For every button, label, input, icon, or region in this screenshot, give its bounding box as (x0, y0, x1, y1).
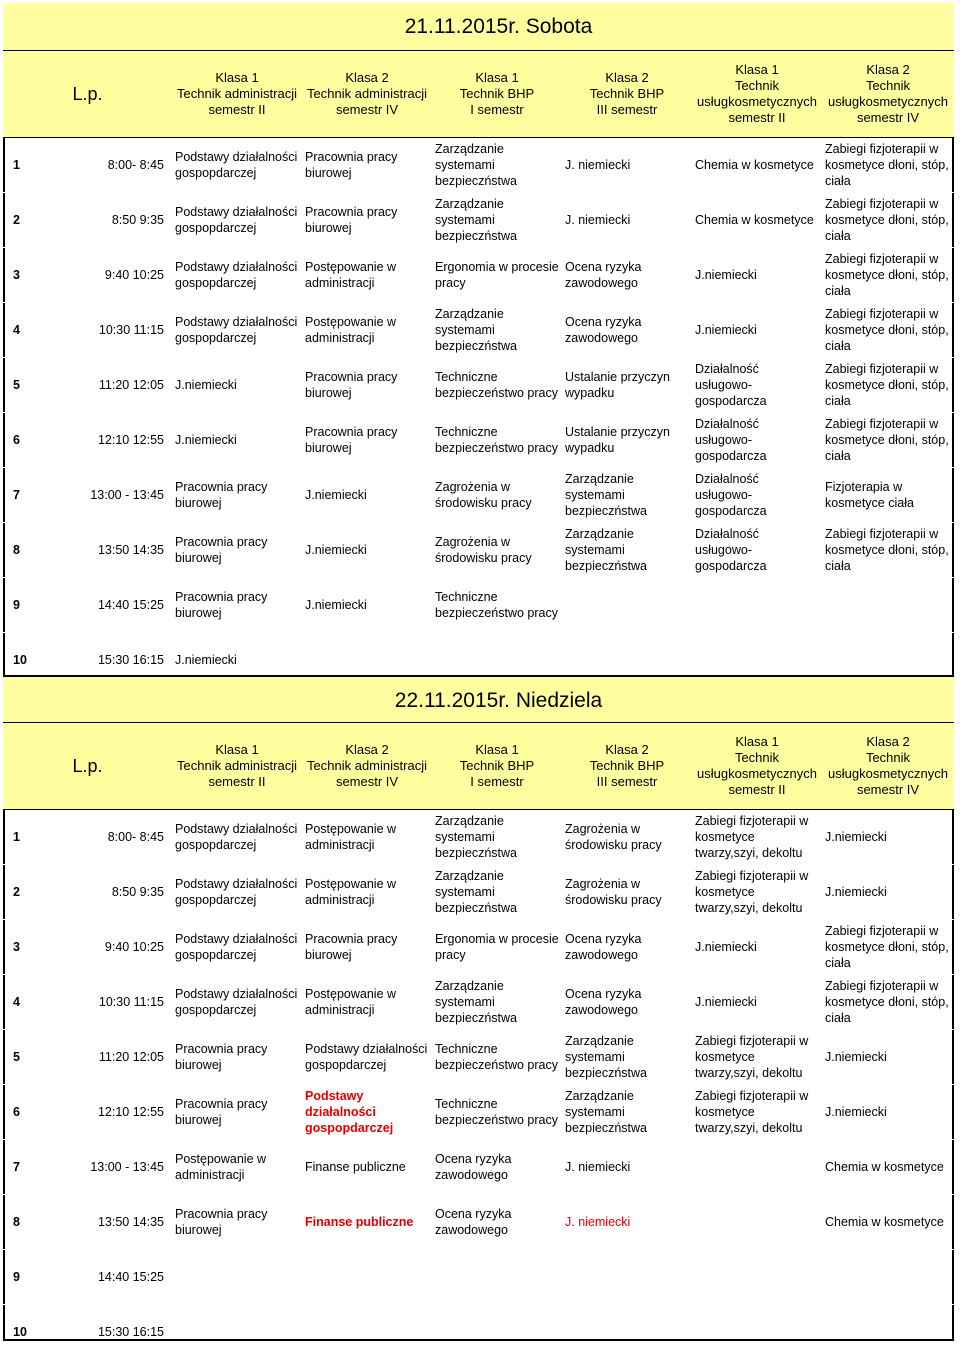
header-class-5: Klasa 1 Technik usługkosmetycznych semestr II (692, 723, 822, 810)
header-class-1: Klasa 1 Technik administracji semestr II (172, 723, 302, 810)
header-class-6: Klasa 2 Technik usługkosmetycznych semestr IV (822, 51, 954, 138)
subject-cell: Postępowanie w administracji (302, 303, 432, 358)
subject-cell: Podstawy działalności gospopdarczej (172, 193, 302, 248)
lesson-time: 8:50 9:35 (75, 865, 172, 920)
subject-cell: Postępowanie w administracji (172, 1140, 302, 1195)
subject-cell: Pracownia pracy biurowej (302, 358, 432, 413)
table-row (3, 1250, 954, 1305)
header-class-2: Klasa 2 Technik administracji semestr IV (302, 723, 432, 810)
header-class-1: Klasa 1 Technik administracji semestr II (172, 51, 302, 138)
table-row (3, 1085, 954, 1140)
subject-cell (822, 578, 954, 633)
subject-cell: Chemia w kosmetyce (822, 1140, 954, 1195)
lesson-time: 10:30 11:15 (75, 975, 172, 1030)
lesson-time: 14:40 15:25 (75, 1250, 172, 1305)
table-row (3, 1195, 954, 1250)
subject-cell: Zabiegi fizjoterapii w kosmetyce dłoni, stóp, ciała (822, 193, 954, 248)
header-lp: L.p. (3, 723, 172, 810)
table-row (3, 810, 954, 865)
lesson-time: 9:40 10:25 (75, 920, 172, 975)
subject-cell: Pracownia pracy biurowej (172, 578, 302, 633)
subject-cell: Ocena ryzyka zawodowego (432, 1140, 562, 1195)
lesson-number: 2 (3, 193, 75, 248)
subject-cell (562, 578, 692, 633)
lesson-number: 5 (3, 358, 75, 413)
header-class-5: Klasa 1 Technik usługkosmetycznych semestr II (692, 51, 822, 138)
lesson-time: 12:10 12:55 (75, 413, 172, 468)
subject-cell: Zagrożenia w środowisku pracy (432, 523, 562, 578)
header-lp: L.p. (3, 51, 172, 138)
header-row (3, 51, 954, 138)
header-row (3, 723, 954, 810)
lesson-time: 15:30 16:15 (75, 633, 172, 688)
subject-cell: J. niemiecki (562, 138, 692, 193)
subject-cell: J. niemiecki (562, 193, 692, 248)
subject-cell (692, 578, 822, 633)
subject-cell: Ustalanie przyczyn wypadku (562, 413, 692, 468)
lesson-number: 6 (3, 1085, 75, 1140)
subject-cell: Postępowanie w administracji (302, 248, 432, 303)
header-class-6: Klasa 2 Technik usługkosmetycznych semestr IV (822, 723, 954, 810)
subject-cell: J.niemiecki (172, 358, 302, 413)
subject-cell (562, 1305, 692, 1360)
subject-cell: J. niemiecki (562, 1140, 692, 1195)
subject-cell: Finanse publiczne (302, 1140, 432, 1195)
subject-cell: Zagrożenia w środowisku pracy (562, 810, 692, 865)
subject-cell: J.niemiecki (302, 578, 432, 633)
subject-cell (692, 1305, 822, 1360)
subject-cell: Zabiegi fizjoterapii w kosmetyce dłoni, stóp, ciała (822, 248, 954, 303)
table-row (3, 1030, 954, 1085)
subject-cell: Zarządzanie systemami bezpieczństwa (562, 1085, 692, 1140)
subject-cell: Podstawy działalności gospopdarczej (172, 865, 302, 920)
subject-cell: Pracownia pracy biurowej (172, 468, 302, 523)
lesson-number: 7 (3, 468, 75, 523)
subject-cell: Pracownia pracy biurowej (172, 523, 302, 578)
lesson-number: 5 (3, 1030, 75, 1085)
header-class-4: Klasa 2 Technik BHP III semestr (562, 51, 692, 138)
lesson-number: 3 (3, 920, 75, 975)
subject-cell (172, 1305, 302, 1360)
subject-cell: Działalność usługowo-gospodarcza (692, 358, 822, 413)
subject-cell: Ocena ryzyka zawodowego (562, 303, 692, 358)
table-row (3, 468, 954, 523)
lesson-time: 15:30 16:15 (75, 1305, 172, 1360)
subject-cell (432, 1305, 562, 1360)
lesson-number: 2 (3, 865, 75, 920)
subject-cell: J.niemiecki (692, 920, 822, 975)
subject-cell: Zabiegi fizjoterapii w kosmetyce dłoni, stóp, ciała (822, 975, 954, 1030)
subject-cell: Postępowanie w administracji (302, 975, 432, 1030)
subject-cell: J.niemiecki (302, 523, 432, 578)
saturday-title (3, 3, 954, 51)
subject-cell: Ocena ryzyka zawodowego (432, 1195, 562, 1250)
table-row (3, 1305, 954, 1360)
subject-cell: Ocena ryzyka zawodowego (562, 248, 692, 303)
subject-cell: Podstawy działalności gospopdarczej (302, 1085, 432, 1140)
subject-cell: J. niemiecki (562, 1195, 692, 1250)
subject-cell: J.niemiecki (822, 865, 954, 920)
subject-cell: Chemia w kosmetyce (692, 138, 822, 193)
table-row (3, 523, 954, 578)
subject-cell: Zabiegi fizjoterapii w kosmetyce dłoni, stóp, ciała (822, 413, 954, 468)
lesson-time: 8:50 9:35 (75, 193, 172, 248)
lesson-time: 13:50 14:35 (75, 1195, 172, 1250)
lesson-number: 6 (3, 413, 75, 468)
subject-cell: Pracownia pracy biurowej (172, 1030, 302, 1085)
lesson-time: 11:20 12:05 (75, 358, 172, 413)
table-row (3, 193, 954, 248)
subject-cell: Działalność usługowo-gospodarcza (692, 413, 822, 468)
subject-cell: Działalność usługowo-gospodarcza (692, 523, 822, 578)
subject-cell: Chemia w kosmetyce (822, 1195, 954, 1250)
subject-cell: Zarządzanie systemami bezpieczństwa (562, 468, 692, 523)
subject-cell: Zabiegi fizjoterapii w kosmetyce twarzy,szyi, dekoltu (692, 865, 822, 920)
table-row (3, 865, 954, 920)
subject-cell: Zarządzanie systemami bezpieczństwa (432, 303, 562, 358)
saturday-table (3, 51, 954, 688)
subject-cell: Zabiegi fizjoterapii w kosmetyce dłoni, stóp, ciała (822, 138, 954, 193)
subject-cell: Zagrożenia w środowisku pracy (562, 865, 692, 920)
subject-cell: Postępowanie w administracji (302, 810, 432, 865)
subject-cell (822, 1305, 954, 1360)
lesson-number: 10 (3, 633, 75, 688)
subject-cell (302, 1250, 432, 1305)
sunday-table (3, 723, 954, 1360)
lesson-number: 1 (3, 810, 75, 865)
subject-cell: Podstawy działalności gospopdarczej (172, 248, 302, 303)
subject-cell: Finanse publiczne (302, 1195, 432, 1250)
lesson-number: 3 (3, 248, 75, 303)
subject-cell: Zabiegi fizjoterapii w kosmetyce dłoni, stóp, ciała (822, 358, 954, 413)
subject-cell: Postępowanie w administracji (302, 865, 432, 920)
subject-cell: J.niemiecki (692, 975, 822, 1030)
subject-cell: Podstawy działalności gospopdarczej (172, 975, 302, 1030)
header-class-3: Klasa 1 Technik BHP I semestr (432, 723, 562, 810)
subject-cell: Zabiegi fizjoterapii w kosmetyce dłoni, stóp, ciała (822, 920, 954, 975)
subject-cell: Pracownia pracy biurowej (302, 413, 432, 468)
subject-cell: Pracownia pracy biurowej (302, 920, 432, 975)
lesson-time: 9:40 10:25 (75, 248, 172, 303)
subject-cell: Zarządzanie systemami bezpieczństwa (432, 975, 562, 1030)
subject-cell (302, 1305, 432, 1360)
subject-cell: Pracownia pracy biurowej (302, 138, 432, 193)
lesson-time: 10:30 11:15 (75, 303, 172, 358)
table-row (3, 248, 954, 303)
subject-cell: Zarządzanie systemami bezpieczństwa (432, 865, 562, 920)
subject-cell: Techniczne bezpieczeństwo pracy (432, 578, 562, 633)
subject-cell: J.niemiecki (822, 1085, 954, 1140)
subject-cell: J.niemiecki (822, 1030, 954, 1085)
subject-cell: Pracownia pracy biurowej (172, 1085, 302, 1140)
subject-cell: Zabiegi fizjoterapii w kosmetyce twarzy,szyi, dekoltu (692, 1085, 822, 1140)
sunday-title-text: 22.11.2015r. Niedziela (394, 689, 603, 712)
subject-cell: Techniczne bezpieczeństwo pracy (432, 1030, 562, 1085)
table-row (3, 578, 954, 633)
lesson-time: 12:10 12:55 (75, 1085, 172, 1140)
sunday-title (3, 675, 954, 723)
lesson-time: 11:20 12:05 (75, 1030, 172, 1085)
subject-cell: Ocena ryzyka zawodowego (562, 975, 692, 1030)
lesson-time: 13:00 - 13:45 (75, 1140, 172, 1195)
subject-cell: Pracownia pracy biurowej (172, 1195, 302, 1250)
header-class-2: Klasa 2 Technik administracji semestr IV (302, 51, 432, 138)
subject-cell: Fizjoterapia w kosmetyce ciała (822, 468, 954, 523)
subject-cell: Ocena ryzyka zawodowego (562, 920, 692, 975)
saturday-title-text: 21.11.2015r. Sobota (404, 15, 593, 38)
subject-cell: Zabiegi fizjoterapii w kosmetyce twarzy,szyi, dekoltu (692, 810, 822, 865)
subject-cell: Ergonomia w procesie pracy (432, 248, 562, 303)
subject-cell: Zarządzanie systemami bezpieczństwa (432, 193, 562, 248)
subject-cell: Techniczne bezpieczeństwo pracy (432, 413, 562, 468)
lesson-time: 13:50 14:35 (75, 523, 172, 578)
subject-cell: Zarządzanie systemami bezpieczństwa (432, 810, 562, 865)
lesson-number: 8 (3, 1195, 75, 1250)
subject-cell (172, 1250, 302, 1305)
table-row (3, 138, 954, 193)
subject-cell: Zabiegi fizjoterapii w kosmetyce dłoni, stóp, ciała (822, 303, 954, 358)
subject-cell: J.niemiecki (692, 303, 822, 358)
subject-cell: Działalność usługowo-gospodarcza (692, 468, 822, 523)
subject-cell: Techniczne bezpieczeństwo pracy (432, 1085, 562, 1140)
subject-cell: Podstawy działalności gospopdarczej (172, 920, 302, 975)
lesson-number: 4 (3, 975, 75, 1030)
subject-cell: Techniczne bezpieczeństwo pracy (432, 358, 562, 413)
lesson-time: 14:40 15:25 (75, 578, 172, 633)
table-row (3, 413, 954, 468)
lesson-number: 7 (3, 1140, 75, 1195)
subject-cell: J.niemiecki (302, 468, 432, 523)
subject-cell: Podstawy działalności gospopdarczej (172, 138, 302, 193)
subject-cell: Zarządzanie systemami bezpieczństwa (432, 138, 562, 193)
subject-cell (692, 1195, 822, 1250)
lesson-time: 8:00- 8:45 (75, 138, 172, 193)
subject-cell: Ergonomia w procesie pracy (432, 920, 562, 975)
table-row (3, 920, 954, 975)
subject-cell (692, 1140, 822, 1195)
subject-cell: Zarządzanie systemami bezpieczństwa (562, 1030, 692, 1085)
subject-cell: Pracownia pracy biurowej (302, 193, 432, 248)
subject-cell (822, 1250, 954, 1305)
subject-cell: J.niemiecki (172, 633, 302, 688)
subject-cell: Podstawy działalności gospopdarczej (302, 1030, 432, 1085)
subject-cell: Chemia w kosmetyce (692, 193, 822, 248)
lesson-number: 10 (3, 1305, 75, 1360)
table-row (3, 303, 954, 358)
subject-cell (562, 1250, 692, 1305)
subject-cell: J.niemiecki (822, 810, 954, 865)
lesson-number: 9 (3, 578, 75, 633)
table-row (3, 975, 954, 1030)
subject-cell: Zabiegi fizjoterapii w kosmetyce twarzy,szyi, dekoltu (692, 1030, 822, 1085)
table-row (3, 1140, 954, 1195)
lesson-number: 8 (3, 523, 75, 578)
subject-cell: Zagrożenia w środowisku pracy (432, 468, 562, 523)
lesson-number: 9 (3, 1250, 75, 1305)
subject-cell: Ustalanie przyczyn wypadku (562, 358, 692, 413)
subject-cell: Zarządzanie systemami bezpieczństwa (562, 523, 692, 578)
subject-cell: J.niemiecki (692, 248, 822, 303)
subject-cell: Podstawy działalności gospopdarczej (172, 810, 302, 865)
table-row (3, 358, 954, 413)
lesson-time: 8:00- 8:45 (75, 810, 172, 865)
subject-cell: J.niemiecki (172, 413, 302, 468)
subject-cell (432, 1250, 562, 1305)
lesson-number: 4 (3, 303, 75, 358)
subject-cell (692, 1250, 822, 1305)
subject-cell: Podstawy działalności gospopdarczej (172, 303, 302, 358)
header-class-3: Klasa 1 Technik BHP I semestr (432, 51, 562, 138)
header-class-4: Klasa 2 Technik BHP III semestr (562, 723, 692, 810)
subject-cell: Zabiegi fizjoterapii w kosmetyce dłoni, stóp, ciała (822, 523, 954, 578)
lesson-time: 13:00 - 13:45 (75, 468, 172, 523)
lesson-number: 1 (3, 138, 75, 193)
